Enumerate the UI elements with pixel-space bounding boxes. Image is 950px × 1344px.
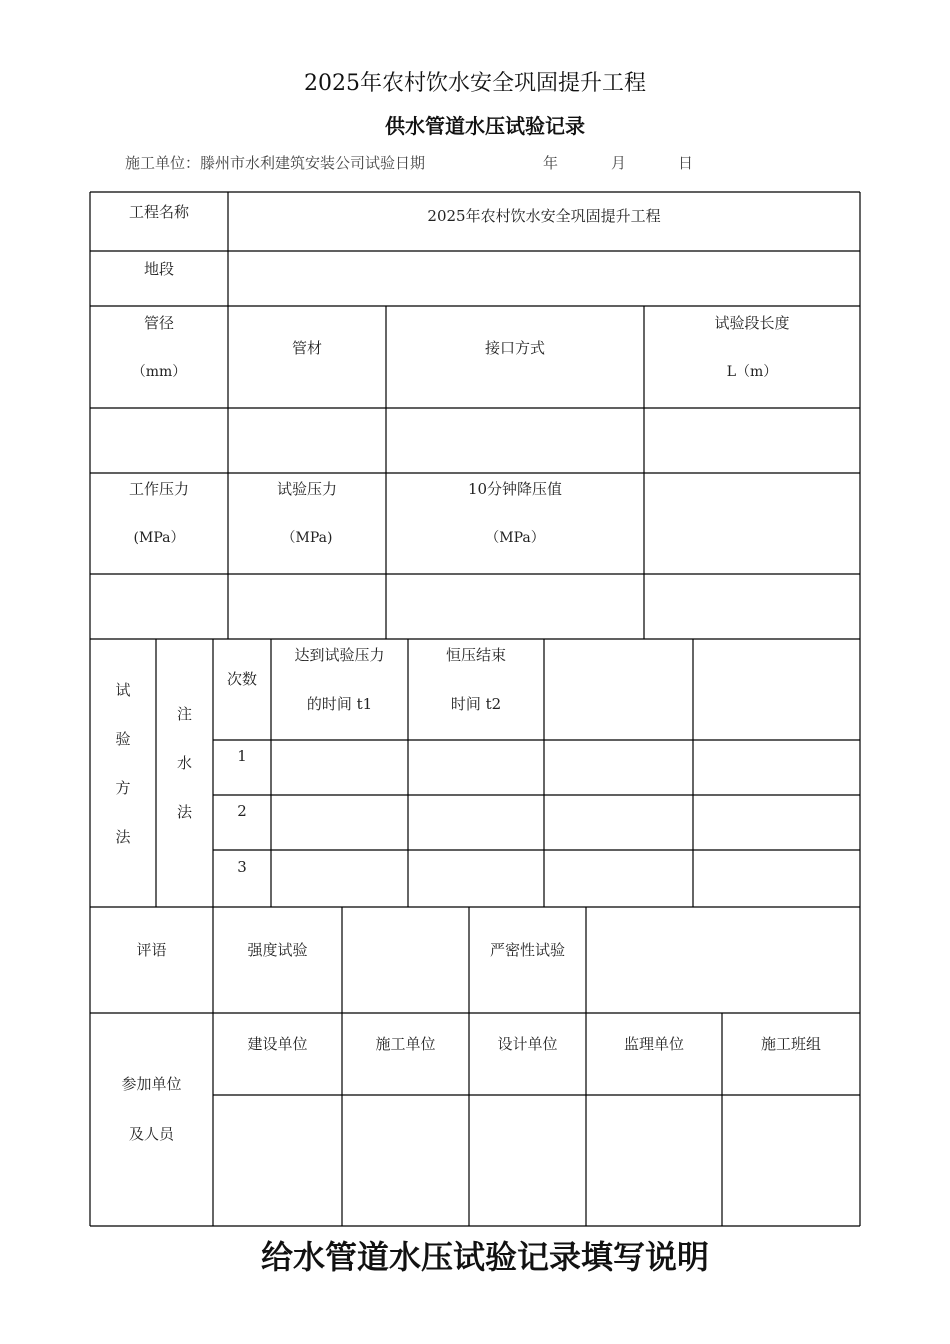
test-length-unit: L（m） [726, 364, 778, 380]
diameter-unit: （mm） [131, 364, 187, 380]
test-pressure-unit: （MPa) [281, 530, 333, 546]
comment-label: 评语 [136, 941, 167, 959]
hold-end-time-label: 恒压结束 [445, 646, 506, 664]
unit-owner-label: 建设单位 [247, 1035, 308, 1053]
diameter-label: 管径 [143, 314, 174, 332]
material-label: 管材 [291, 339, 322, 357]
row-number: 1 [237, 747, 247, 765]
row-number: 2 [237, 802, 247, 820]
month-label: 月 [611, 154, 627, 172]
construction-unit-label: 施工单位：滕州市水利建筑安装公司试验日期 [125, 154, 426, 172]
form-title: 供水管道水压试验记录 [385, 114, 585, 138]
method-char: 验 [115, 730, 131, 748]
test-length-label: 试验段长度 [714, 314, 790, 332]
pressure-drop-label: 10分钟降压值 [467, 480, 563, 498]
unit-design-label: 设计单位 [497, 1035, 558, 1053]
unit-crew-label: 施工班组 [760, 1035, 821, 1053]
unit-construction-label: 施工单位 [375, 1035, 436, 1053]
instructions-title: 给水管道水压试验记录填写说明 [260, 1238, 709, 1276]
section-label: 地段 [143, 260, 174, 278]
work-pressure-unit: (MPa） [133, 530, 185, 546]
day-label: 日 [678, 154, 694, 172]
project-name-label: 工程名称 [128, 203, 189, 221]
row-number: 3 [237, 858, 247, 876]
joint-method-label: 接口方式 [484, 339, 545, 357]
year-label: 年 [543, 154, 559, 172]
water-method-char: 水 [176, 754, 192, 772]
strength-test-label: 强度试验 [247, 941, 308, 959]
method-char: 方 [115, 779, 131, 797]
participants-label: 参加单位 [121, 1075, 182, 1093]
work-pressure-label: 工作压力 [128, 480, 189, 498]
reach-pressure-time-label: 达到试验压力 [294, 646, 385, 664]
water-method-char: 注 [176, 705, 192, 723]
tightness-test-label: 严密性试验 [489, 941, 565, 959]
project-name-value: 2025年农村饮水安全巩固提升工程 [427, 207, 661, 225]
water-method-char: 法 [176, 803, 192, 821]
times-label: 次数 [226, 670, 257, 688]
project-title: 2025年农村饮水安全巩固提升工程 [304, 71, 646, 96]
unit-supervision-label: 监理单位 [623, 1035, 684, 1053]
method-char: 法 [115, 828, 131, 846]
pressure-drop-unit: （MPa） [485, 530, 545, 546]
reach-pressure-time-label: 的时间 t1 [306, 695, 373, 713]
hold-end-time-label: 时间 t2 [450, 695, 502, 713]
participants-label: 及人员 [128, 1125, 174, 1143]
method-char: 试 [115, 681, 131, 699]
test-pressure-label: 试验压力 [276, 480, 337, 498]
